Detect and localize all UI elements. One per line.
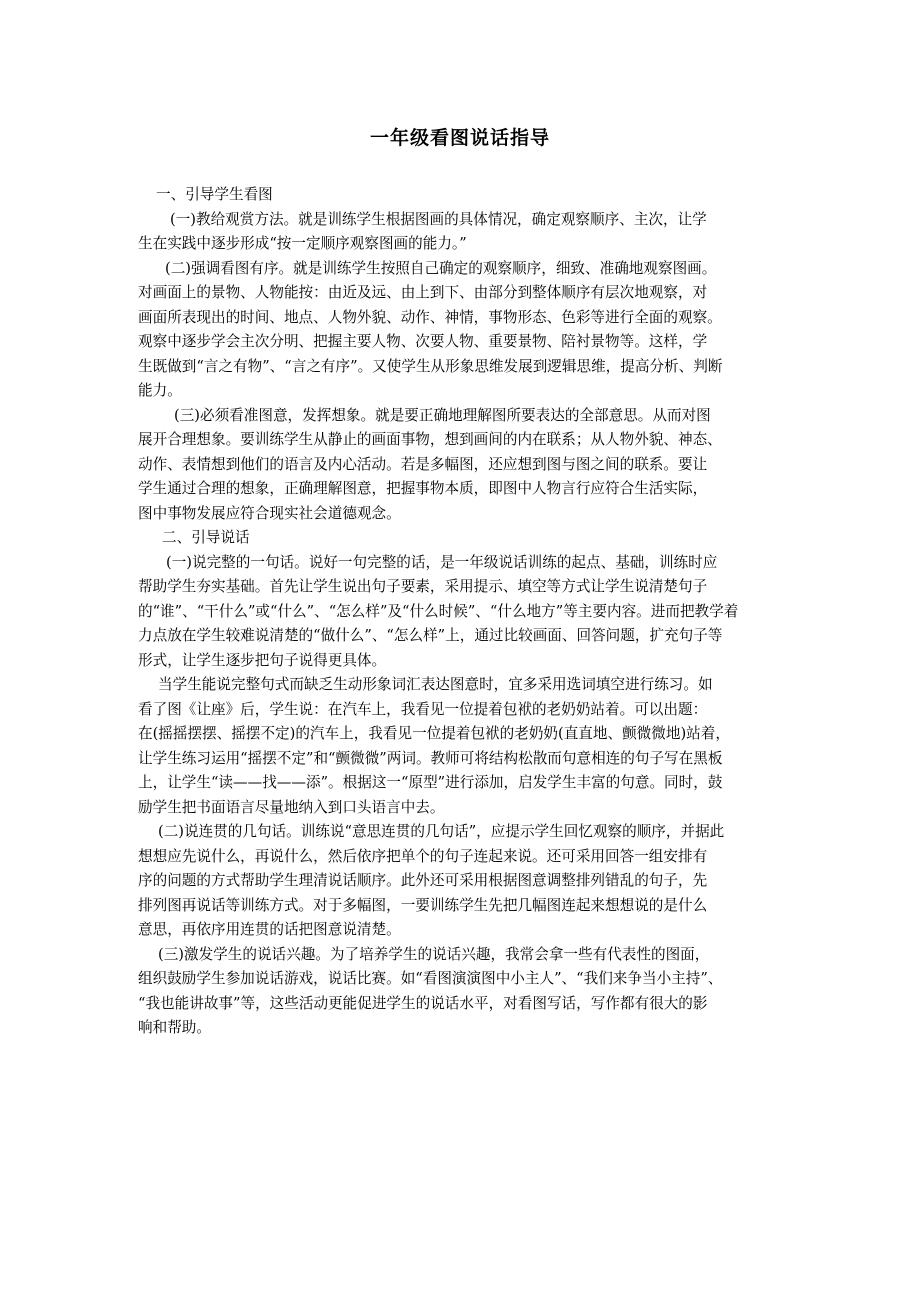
paragraph-line: 组织鼓励学生参加说话游戏，说话比赛。如“看图演演图中小主人”、“我们来争当小主持”、: [138, 970, 723, 987]
paragraph-line: 想想应先说什么，再说什么，然后依序把单个的句子连起来说。还可采用回答一组安排有: [138, 847, 708, 865]
paragraph-line: “我也能讲故事”等，这些活动更能促进学生的说话水平，对看图写话，写作都有很大的影: [138, 994, 708, 1012]
paragraph-line: 画面所表现出的时间、地点、人物外貌、动作、神情，事物形态、色彩等进行全面的观察。: [138, 308, 722, 326]
section-heading-2: 二、引导说话: [162, 529, 250, 546]
paragraph-line: 观察中逐步学会主次分明、把握主要人物、次要人物、重要景物、陪衬景物等。这样，学: [138, 333, 708, 350]
paragraph-line: (三)必须看准图意，发挥想象。就是要正确地理解图所要表达的全部意思。从而对图: [174, 406, 711, 424]
paragraph-line: 展开合理想象。要训练学生从静止的画面事物，想到画间的内在联系；从人物外貌、神态、: [138, 431, 722, 448]
document-body: [138, 183, 788, 1041]
paragraph-line: 响和帮助。: [138, 1019, 211, 1036]
paragraph-line: 让学生练习运用“摇摆不定”和“颤微微”两词。教师可将结构松散而句意相连的句子写在黑板: [138, 749, 723, 767]
paragraph-line: 学生通过合理的想象，正确理解图意，把握事物本质，即图中人物言行应符合生活实际，: [138, 480, 708, 497]
paragraph-line: 帮助学生夯实基础。首先让学生说出句子要素，采用提示、填空等方式让学生说清楚句子: [138, 578, 708, 595]
paragraph-line: (三)激发学生的说话兴趣。为了培养学生的说话兴趣，我常会拿一些有代表性的图面，: [158, 945, 710, 963]
paragraph-line: 上，让学生“读——找——添”。根据这一“原型”进行添加，启发学生丰富的句意。同时，鼓: [138, 774, 723, 791]
paragraph-line: (一)教给观赏方法。就是训练学生根据图画的具体情况，确定观察顺序、主次，让学: [170, 210, 707, 228]
paragraph-line: 当学生能说完整句式而缺乏生动形象词汇表达图意时，宜多采用选词填空进行练习。如: [158, 676, 713, 693]
paragraph-line: 生在实践中逐步形成“按一定顺序观察图画的能力。”: [138, 235, 467, 252]
paragraph-line: (二)说连贯的几句话。训练说“意思连贯的几句话”，应提示学生回忆观察的顺序，并据此: [158, 823, 725, 840]
paragraph-line: 力点放在学生较难说清楚的“做什么”、“怎么样”上，通过比较画面、回答问题，扩充句子等: [138, 627, 723, 644]
paragraph-line: 意思，再依序用连贯的话把图意说清楚。: [138, 921, 401, 938]
paragraph-line: 形式，让学生逐步把句子说得更具体。: [138, 651, 387, 669]
section-heading-1: 一、引导学生看图: [156, 186, 273, 203]
paragraph-line: 看了图《让座》后，学生说：在汽车上，我看见一位提着包袱的老奶奶站着。可以出题：: [138, 700, 708, 718]
paragraph-line: 序的问题的方式帮助学生理清说话顺序。此外还可采用根据图意调整排列错乱的句子，先: [138, 872, 708, 889]
paragraph-line: 能力。: [138, 382, 182, 399]
paragraph-line: 生既做到“言之有物”、“言之有序”。又使学生从形象思维发展到逻辑思维，提高分析、判断: [138, 357, 723, 375]
paragraph-line: 在(摇摇摆摆、摇摆不定)的汽车上，我看见一位提着包袱的老奶奶(直直地、颤微微地)站着，: [138, 725, 730, 742]
paragraph-line: (二)强调看图有序。就是训练学生按照自己确定的观察顺序，细致、准确地观察图画。: [165, 259, 717, 277]
paragraph-line: 排列图再说话等训练方式。对于多幅图，一要训练学生先把几幅图连起来想想说的是什么: [138, 896, 708, 914]
document-title: 一年级看图说话指导: [369, 127, 550, 149]
paragraph-line: 励学生把书面语言尽量地纳入到口头语言中去。: [138, 798, 445, 816]
paragraph-line: 对画面上的景物、人物能按：由近及远、由上到下、由部分到整体顺序有层次地观察，对: [138, 284, 708, 301]
paragraph-line: 图中事物发展应符合现实社会道德观念。: [138, 504, 401, 522]
paragraph-line: (一)说完整的一句话。说好一句完整的话，是一年级说话训练的起点、基础，训练时应: [166, 553, 718, 571]
paragraph-line: 动作、表情想到他们的语言及内心活动。若是多幅图，还应想到图与图之间的联系。要让: [138, 455, 708, 473]
paragraph-line: 的“谁”、“干什么”或“什么”、“怎么样”及“什么时候”、“什么地方”等主要内容。进而把教学着: [138, 602, 739, 620]
